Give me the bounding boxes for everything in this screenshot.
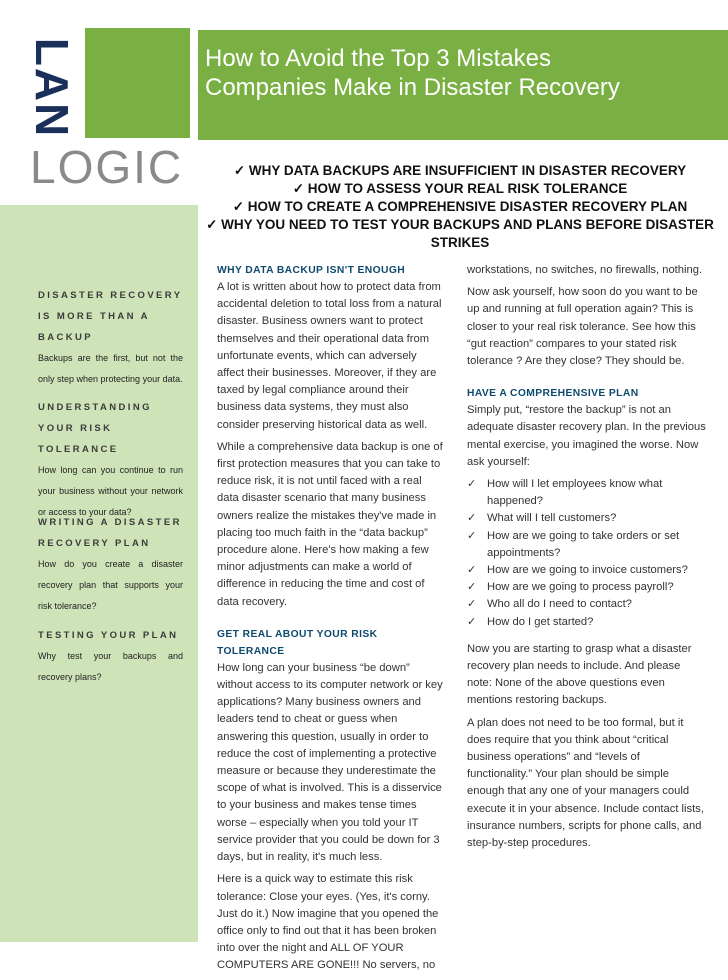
- paragraph: Here is a quick way to estimate this risk tolerance: Close your eyes. (Yes, it's corny. Just do it.) Now imagine that you opened the office only to find out that it has been broken into over the night and ALL OF YOUR COMPUTERS ARE GONE!!! No servers, no: [217, 873, 439, 972]
- paragraph: workstations, no switches, no firewalls, nothing.: [467, 264, 703, 276]
- checkmark-icon: ✓: [467, 581, 477, 594]
- section-heading: GET REAL ABOUT YOUR RISK TOLERANCE: [217, 628, 378, 657]
- sidebar-section-plan: WRITING A DISASTER RECOVERY PLAN How do you create a disaster recovery plan that supports your risk tolerance?: [38, 517, 183, 611]
- company-logo: [26, 28, 190, 148]
- paragraph: Now ask yourself, how soon do you want to be up and running at full operation again? This is closer to your real risk tolerance. See how this “gut reaction” compares to your stated risk tolerance ? Are they close? They should be.: [467, 286, 698, 368]
- paragraph: A lot is written about how to protect data from accidental deletion to total loss from a natural disaster. Business owners want to protect themselves and their operational data from unfortunate events, which can adversely affect their businesses. Moreover, if they are taxed by legal compliance around their business data systems, they must also consider preserving historical data as well.: [217, 281, 442, 431]
- list-item: ✓ How do I get started?: [467, 614, 707, 631]
- paragraph: A plan does not need to be too formal, but it does require that you think about “critical business operations” and “levels of functionality.” Your plan should be simple enough that any one of your managers could execute it in your absence. Include contact lists, insurance numbers, scripts for phone calls, and step-by-step procedures.: [467, 716, 704, 850]
- checklist-item: ✓ WHY DATA BACKUPS ARE INSUFFICIENT IN DISASTER RECOVERY: [233, 163, 687, 178]
- checkmark-icon: ✓: [467, 598, 477, 611]
- list-item: ✓ How are we going to take orders or set appointments?: [467, 529, 680, 559]
- checkmark-icon: ✓: [467, 615, 477, 628]
- list-item: ✓ What will I tell customers?: [467, 510, 707, 527]
- section-heading: HAVE A COMPREHENSIVE PLAN: [467, 388, 639, 400]
- checklist-item: ✓ WHY YOU NEED TO TEST YOUR BACKUPS AND PLANS BEFORE DISASTER STRIKES: [206, 217, 714, 250]
- list-item: ✓ How are we going to process payroll?: [467, 579, 707, 596]
- logo-lan-text: LAN: [26, 37, 78, 139]
- paragraph: Simply put, “restore the backup” is not an adequate disaster recovery plan. In the previous mental exercise, you imagined the worse. Now ask yourself:: [467, 404, 706, 468]
- paragraph: While a comprehensive data backup is one of first protection measures that you can take to reduce risk, it is not until faced with a real data disaster scenario that many business owners realize the mistakes they've made in placing too much faith in the “data backup” procedure alone. Here's how making a few minor adjustments can make a world of difference in reducing the time and cost of data recovery.: [217, 440, 443, 608]
- section-heading: WHY DATA BACKUP ISN'T ENOUGH: [217, 265, 406, 276]
- checklist-item: ✓ HOW TO CREATE A COMPREHENSIVE DISASTER RECOVERY PLAN: [232, 199, 688, 214]
- topic-checklist: [205, 162, 715, 252]
- logo-green-square: [85, 28, 190, 138]
- checkmark-icon: ✓: [467, 512, 477, 525]
- paragraph: Now you are starting to grasp what a disaster recovery plan needs to include. And please note: None of the above questions even mentions restoring backups.: [467, 642, 692, 707]
- sidebar-section-testing: TESTING YOUR PLAN Why test your backups and recovery plans?: [38, 630, 183, 682]
- logo-logic-text: LOGIC: [30, 141, 184, 193]
- list-item: ✓ Who all do I need to contact?: [467, 596, 707, 613]
- main-column-left: [217, 262, 445, 980]
- sidebar-section-backup: DISASTER RECOVERY IS MORE THAN A BACKUP Backups are the first, but not the only step when protecting your data.: [38, 290, 183, 384]
- sidebar-section-risk: UNDERSTANDING YOUR RISK TOLERANCE How long can you continue to run your business without your network or access to your data?: [38, 402, 183, 517]
- question-list: [467, 476, 707, 631]
- paragraph: How long can your business “be down” without access to its computer network or key applications? Many business owners and leaders tend to cheat or guess when answering this question, usually in order to reduce the cost of implementing a protective measure or because they underestimate the scope of what is involved. This is a disservice to your business and makes tense times worse – especially when you told your IT service provider that you could be down for 3 days, but in reality, it's much less.: [217, 661, 443, 864]
- list-item: ✓ How will I let employees know what happened?: [467, 478, 663, 508]
- main-column-right: [467, 262, 707, 857]
- list-item: ✓ How are we going to invoice customers?: [467, 562, 707, 579]
- page-title: How to Avoid the Top 3 Mistakes Companies Make in Disaster Recovery: [205, 45, 620, 101]
- checkmark-icon: ✓: [467, 478, 477, 491]
- checklist-item: ✓ HOW TO ASSESS YOUR REAL RISK TOLERANCE: [292, 181, 628, 196]
- checkmark-icon: ✓: [467, 564, 477, 577]
- checkmark-icon: ✓: [467, 529, 477, 542]
